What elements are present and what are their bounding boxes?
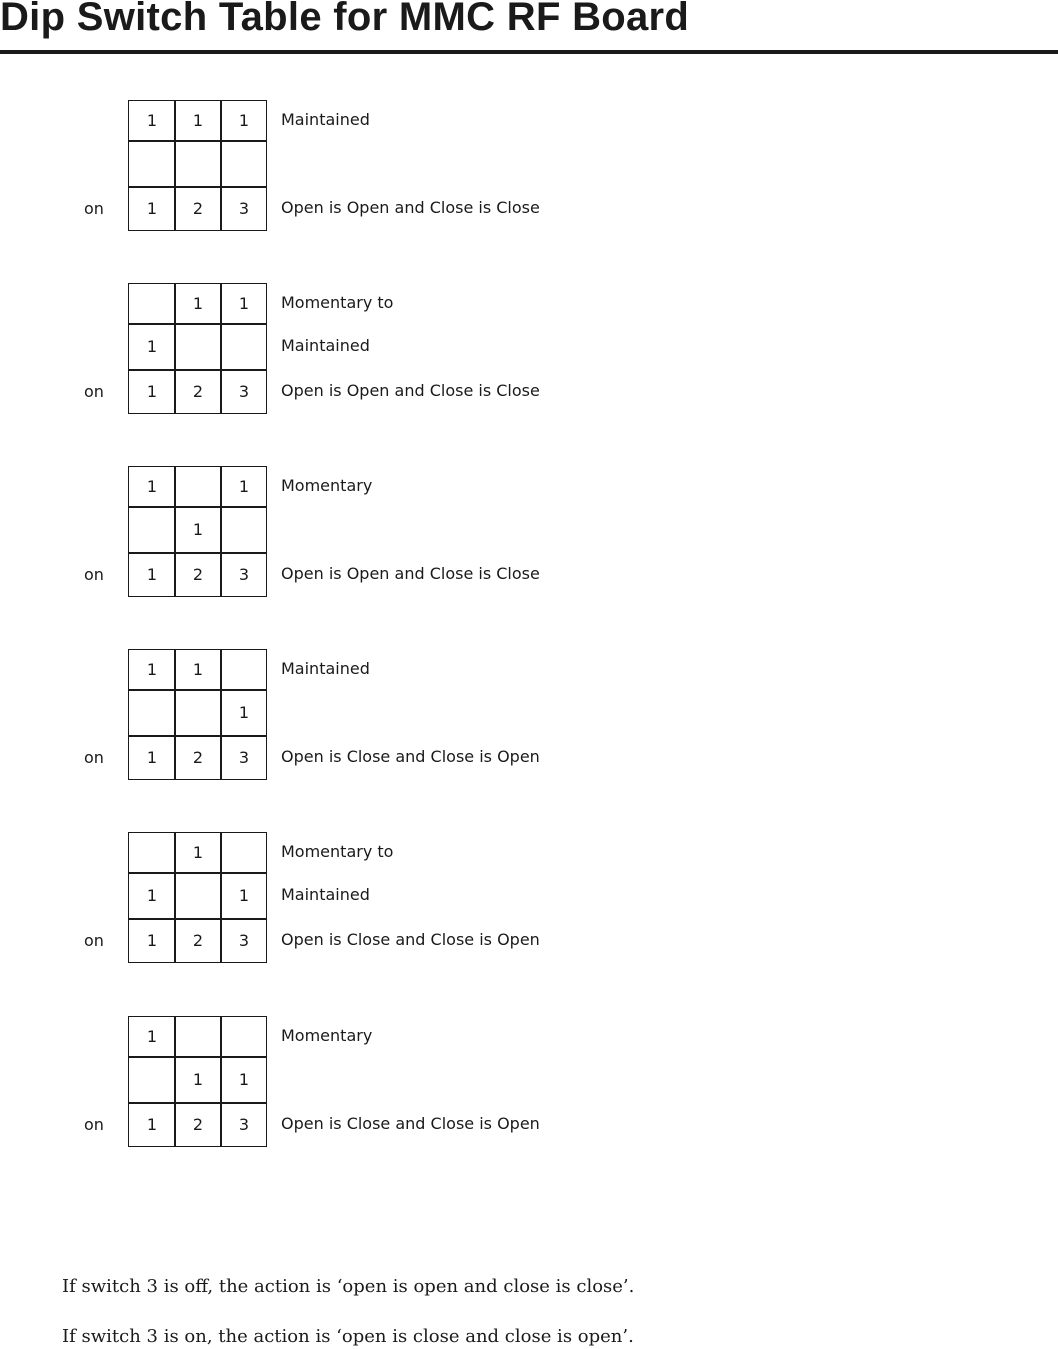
grid-line	[129, 872, 266, 874]
dip-switch-table-2	[0, 283, 700, 415]
action-label: Open is Close and Close is Open	[281, 930, 540, 949]
switch-state-cell: 1	[146, 886, 158, 905]
action-label: Open is Close and Close is Open	[281, 747, 540, 766]
on-label: on	[84, 382, 104, 401]
switch-number-cell: 1	[146, 565, 158, 584]
switch-number-cell: 2	[192, 199, 204, 218]
dip-switch-table-6	[0, 1016, 700, 1148]
switch-state-cell: 1	[146, 111, 158, 130]
grid-line	[129, 918, 266, 920]
switch-state-cell: 1	[238, 294, 250, 313]
switch-state-cell: 1	[146, 477, 158, 496]
mode-label: Momentary	[281, 1026, 373, 1045]
mode-label: Momentary to	[281, 293, 394, 312]
switch-state-cell: 1	[192, 1070, 204, 1089]
switch-number-cell: 2	[192, 1115, 204, 1134]
mode-label: Momentary to	[281, 842, 394, 861]
mode-label: Maintained	[281, 659, 370, 678]
dip-switch-table-5	[0, 832, 700, 964]
switch-grid	[128, 649, 267, 780]
grid-line	[129, 1102, 266, 1104]
grid-line	[129, 140, 266, 142]
switch-number-cell: 1	[146, 382, 158, 401]
on-label: on	[84, 931, 104, 950]
switch-state-cell: 1	[146, 337, 158, 356]
mode-label: Maintained	[281, 110, 370, 129]
switch-grid	[128, 100, 267, 231]
action-label: Open is Open and Close is Close	[281, 564, 540, 583]
mode-label-continued: Maintained	[281, 336, 370, 355]
grid-line	[129, 735, 266, 737]
grid-line	[129, 323, 266, 325]
switch-grid	[128, 832, 267, 963]
grid-line	[129, 1056, 266, 1058]
switch-number-cell: 1	[146, 199, 158, 218]
switch-number-cell: 3	[238, 748, 250, 767]
note-switch-3-on: If switch 3 is on, the action is ‘open is close and close is open’.	[62, 1326, 634, 1347]
switch-number-cell: 3	[238, 382, 250, 401]
grid-line	[129, 186, 266, 188]
switch-state-cell: 1	[192, 294, 204, 313]
on-label: on	[84, 1115, 104, 1134]
mode-label-continued: Maintained	[281, 885, 370, 904]
dip-switch-table-4	[0, 649, 700, 781]
grid-line	[129, 552, 266, 554]
action-label: Open is Open and Close is Close	[281, 381, 540, 400]
action-label: Open is Open and Close is Close	[281, 198, 540, 217]
grid-line	[129, 369, 266, 371]
switch-state-cell: 1	[238, 111, 250, 130]
on-label: on	[84, 748, 104, 767]
on-label: on	[84, 565, 104, 584]
switch-grid	[128, 1016, 267, 1147]
switch-state-cell: 1	[192, 520, 204, 539]
switch-state-cell: 1	[146, 1027, 158, 1046]
switch-state-cell: 1	[192, 111, 204, 130]
switch-number-cell: 2	[192, 931, 204, 950]
switch-number-cell: 1	[146, 931, 158, 950]
switch-state-cell: 1	[192, 843, 204, 862]
dip-switch-table-3	[0, 466, 700, 598]
switch-number-cell: 3	[238, 931, 250, 950]
page-title: Dip Switch Table for MMC RF Board	[0, 0, 690, 39]
switch-state-cell: 1	[238, 886, 250, 905]
on-label: on	[84, 199, 104, 218]
switch-state-cell: 1	[192, 660, 204, 679]
switch-state-cell: 1	[238, 477, 250, 496]
switch-number-cell: 3	[238, 565, 250, 584]
switch-grid	[128, 466, 267, 597]
dip-switch-table-1	[0, 100, 700, 232]
switch-number-cell: 2	[192, 565, 204, 584]
switch-number-cell: 2	[192, 382, 204, 401]
switch-number-cell: 3	[238, 199, 250, 218]
switch-state-cell: 1	[146, 660, 158, 679]
mode-label: Momentary	[281, 476, 373, 495]
note-switch-3-off: If switch 3 is off, the action is ‘open is open and close is close’.	[62, 1276, 635, 1297]
grid-line	[129, 506, 266, 508]
switch-state-cell: 1	[238, 1070, 250, 1089]
switch-state-cell: 1	[238, 703, 250, 722]
grid-line	[129, 689, 266, 691]
switch-number-cell: 3	[238, 1115, 250, 1134]
action-label: Open is Close and Close is Open	[281, 1114, 540, 1133]
switch-number-cell: 2	[192, 748, 204, 767]
title-divider	[0, 50, 1058, 54]
switch-number-cell: 1	[146, 748, 158, 767]
switch-number-cell: 1	[146, 1115, 158, 1134]
switch-grid	[128, 283, 267, 414]
